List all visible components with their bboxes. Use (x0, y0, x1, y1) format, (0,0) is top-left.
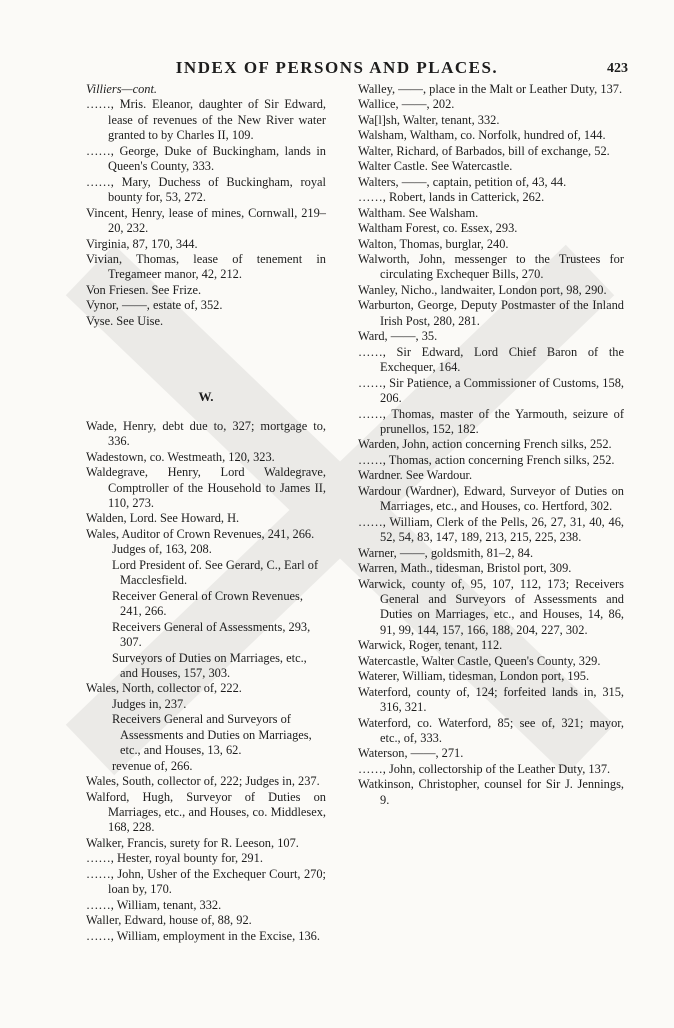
index-entry: ……, William, Clerk of the Pells, 26, 27, 31, 40, 46, 52, 54, 83, 147, 189, 213, 215, 225, 238. (358, 514, 624, 545)
index-entry: Vynor, ——, estate of, 352. (86, 298, 223, 313)
index-subentry: Receivers General and Surveyors of Assessments and Duties on Marriages, etc., and Houses, 13, 62. (112, 712, 312, 758)
index-subentry: Lord President of. See Gerard, C., Earl of Macclesfield. (112, 557, 319, 588)
page-title: INDEX OF PERSONS AND PLACES. (175, 58, 499, 77)
index-entry: Watkinson, Christopher, counsel for Sir J. Jennings, 9. (358, 777, 624, 807)
index-entry: Warren, Math., tidesman, Bristol port, 309. (358, 561, 572, 576)
page-header (0, 58, 674, 84)
index-entry: Waltham Forest, co. Essex, 293. (358, 221, 518, 236)
index-entry: Warburton, George, Deputy Postmaster of the Inland Irish Post, 280, 281. (358, 298, 624, 328)
index-entry: Walden, Lord. See Howard, H. (86, 511, 240, 526)
index-entry: Von Friesen. See Frize. (86, 282, 202, 297)
index-entry: ……, John, Usher of the Exchequer Court, 270; loan by, 170. (86, 866, 326, 897)
right-column (358, 82, 624, 808)
index-entry: Watercastle, Walter Castle, Queen's County, 329. (358, 653, 601, 668)
index-subentry: Judges of, 163, 208. (112, 542, 212, 557)
left-column (86, 82, 326, 944)
index-entry: Walter Castle. See Watercastle. (358, 159, 513, 174)
index-entry: ……, Mary, Duchess of Buckingham, royal bounty for, 53, 272. (86, 174, 326, 205)
index-entry: Wardner. See Wardour. (358, 468, 473, 483)
index-subentry: Judges in, 237. (112, 696, 187, 711)
index-entry: Walters, ——, captain, petition of, 43, 44. (358, 174, 567, 189)
index-entry: Waltham. See Walsham. (358, 205, 479, 220)
index-entry: Wadestown, co. Westmeath, 120, 323. (86, 449, 275, 464)
index-entry: ……, Robert, lands in Catterick, 262. (358, 190, 545, 205)
index-entry: Walter, Richard, of Barbados, bill of exchange, 52. (358, 143, 610, 158)
index-subentry: revenue of, 266. (112, 758, 193, 773)
index-entry: Walton, Thomas, burglar, 240. (358, 236, 509, 251)
index-entry: ……, Mris. Eleanor, daughter of Sir Edward, lease of revenues of the New River water granted to by Charles II, 109. (86, 97, 326, 143)
index-entry: Waldegrave, Henry, Lord Waldegrave, Comptroller of the Household to James II, 110, 273. (86, 465, 326, 510)
index-entry: Wales, Auditor of Crown Revenues, 241, 266. (86, 526, 315, 541)
index-entry: Vincent, Henry, lease of mines, Cornwall, 219–20, 232. (86, 205, 326, 236)
index-entry: Waterson, ——, 271. (358, 746, 464, 761)
index-entry: Wade, Henry, debt due to, 327; mortgage to, 336. (86, 418, 326, 449)
index-entry: ……, William, employment in the Excise, 136. (86, 928, 320, 943)
index-entry: Wales, North, collector of, 222. (86, 681, 242, 696)
index-entry: Walley, ——, place in the Malt or Leather Duty, 137. (358, 82, 623, 96)
index-entry: Warwick, county of, 95, 107, 112, 173; Receivers General and Surveyors of Assessments and Duties on Marriages, etc., and Houses, 14, 86, 91, 99, 144, 157, 166, 188, 204, 227, 302. (358, 576, 624, 637)
index-entry: Warner, ——, goldsmith, 81–2, 84. (358, 545, 534, 560)
index-entry: Wanley, Nicho., landwaiter, London port, 98, 290. (358, 282, 607, 297)
index-entry: ……, Hester, royal bounty for, 291. (86, 851, 263, 866)
index-entry: Wales, South, collector of, 222; Judges in, 237. (86, 774, 320, 789)
index-entry: Waller, Edward, house of, 88, 92. (86, 913, 252, 928)
index-entry: Vivian, Thomas, lease of tenement in Tregameer manor, 42, 212. (86, 251, 326, 282)
section-heading: W. (198, 389, 214, 405)
page-number: 423 (607, 61, 628, 76)
index-entry: Virginia, 87, 170, 344. (86, 236, 198, 251)
index-entry: Ward, ——, 35. (358, 329, 438, 344)
index-entry: ……, Thomas, action concerning French silks, 252. (358, 452, 615, 467)
index-entry: Warwick, Roger, tenant, 112. (358, 638, 503, 653)
index-entry: Vyse. See Uise. (86, 313, 164, 328)
index-entry: Wallice, ——, 202. (358, 97, 455, 112)
index-entry: Waterer, William, tidesman, London port, 195. (358, 669, 590, 684)
index-entry: ……, Sir Edward, Lord Chief Baron of the Exchequer, 164. (358, 344, 624, 375)
index-entry: Villiers—cont. (86, 82, 158, 96)
index-entry: Wardour (Wardner), Edward, Surveyor of Duties on Marriages, etc., and Houses, co. Hertford, 302. (358, 483, 624, 514)
index-entry: ……, William, tenant, 332. (86, 897, 222, 912)
index-entry: ……, George, Duke of Buckingham, lands in Queen's County, 333. (86, 143, 326, 174)
index-entry: ……, John, collectorship of the Leather Duty, 137. (358, 761, 611, 776)
index-subentry: Receivers General of Assessments, 293, 307. (112, 619, 311, 650)
index-entry: Walworth, John, messenger to the Trustees for circulating Exchequer Bills, 270. (358, 251, 624, 282)
index-entry: Waterford, co. Waterford, 85; see of, 321; mayor, etc., of, 333. (358, 715, 624, 746)
index-entry: ……, Thomas, master of the Yarmouth, seizure of prunellos, 152, 182. (358, 406, 624, 436)
index-entry: Walford, Hugh, Surveyor of Duties on Marriages, etc., and Houses, co. Middlesex, 168, 228. (86, 789, 326, 835)
index-entry: Waterford, county of, 124; forfeited lands in, 315, 316, 321. (358, 684, 624, 715)
index-subentry: Surveyors of Duties on Marriages, etc., and Houses, 157, 303. (112, 650, 307, 680)
index-entry: Walsham, Waltham, co. Norfolk, hundred of, 144. (358, 128, 606, 143)
index-entry: Wa[l]sh, Walter, tenant, 332. (358, 112, 500, 127)
index-subentry: Receiver General of Crown Revenues, 241, 266. (112, 588, 303, 619)
index-entry: Walker, Francis, surety for R. Leeson, 107. (86, 835, 299, 850)
index-entry: Warden, John, action concerning French silks, 252. (358, 437, 612, 452)
index-entry: ……, Sir Patience, a Commissioner of Customs, 158, 206. (358, 375, 624, 406)
